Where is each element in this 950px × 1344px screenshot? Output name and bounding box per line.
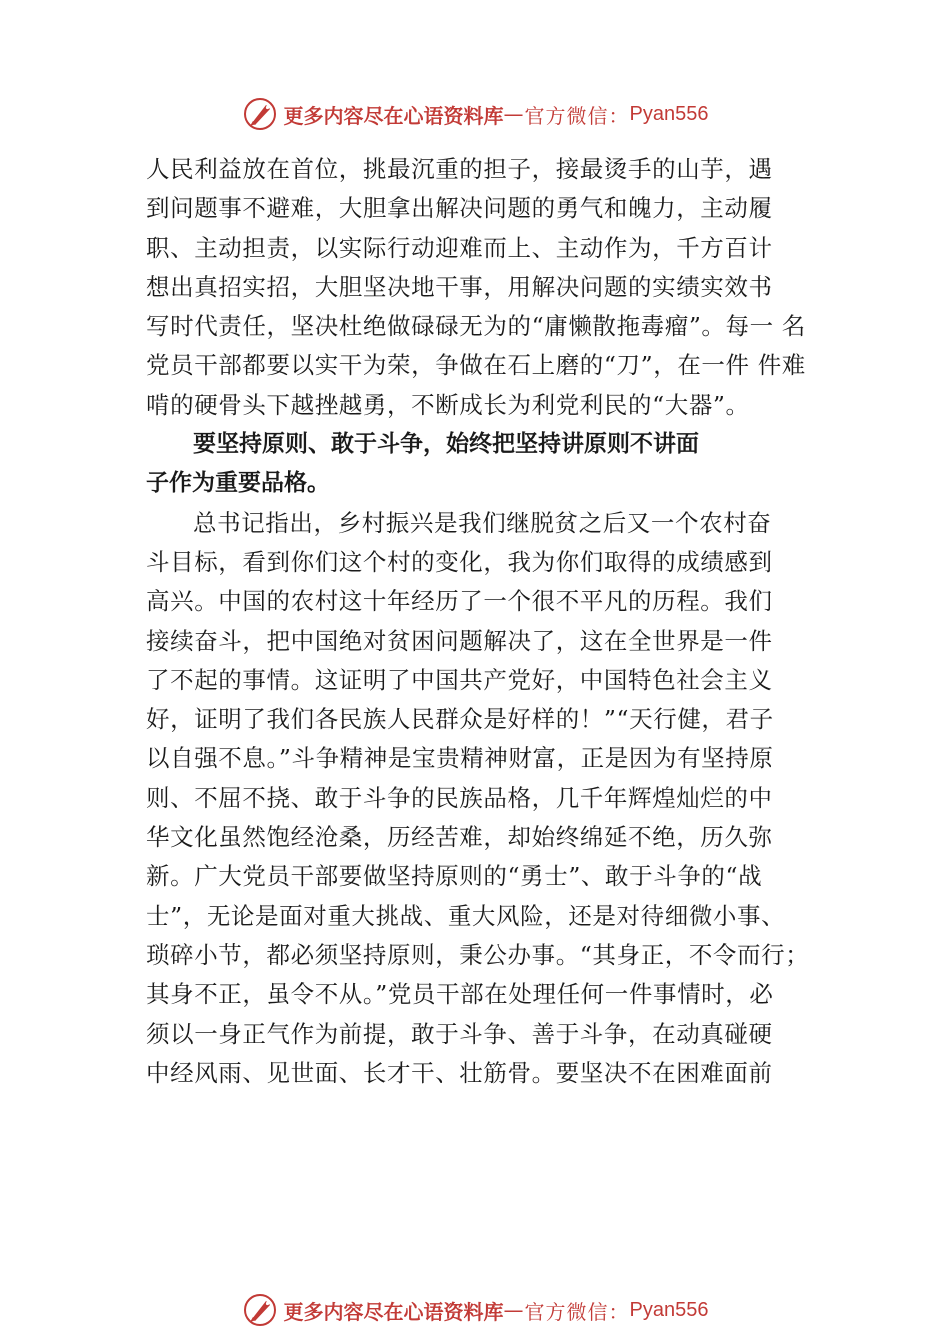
text-line: 其身不正，虽令不从。”党员干部在处理任何一件事情时，必 bbox=[146, 980, 774, 1009]
text-line: 写时代责任，坚决杜绝做碌碌无为的“庸懒散拖毒瘤”。每一 名 bbox=[146, 312, 806, 341]
document-body bbox=[146, 150, 811, 1093]
banner-wechat-id: Pyan556 bbox=[629, 1298, 709, 1321]
banner-dash: — bbox=[503, 102, 525, 126]
banner-wechat-id: Pyan556 bbox=[629, 102, 709, 125]
text-line: 职、主动担责，以实际行动迎难而上、主动作为，千方百计 bbox=[146, 233, 773, 262]
text-line: 啃的硬骨头下越挫越勇，不断成长为利党利民的“大器”。 bbox=[146, 390, 750, 419]
text-line: 则、不屈不挠、敢于斗争的民族品格，几千年辉煌灿烂的中 bbox=[146, 783, 773, 812]
text-line: 想出真招实招，大胆坚决地干事，用解决问题的实绩实效书 bbox=[146, 272, 773, 301]
text-line: 到问题事不避难，大胆拿出解决问题的勇气和魄力，主动履 bbox=[146, 194, 773, 223]
text-line: 中经风雨、见世面、长才干、壮筋骨。要坚决不在困难面前 bbox=[146, 1058, 773, 1087]
footer-banner bbox=[0, 1290, 950, 1330]
text-line: 新。广大党员干部要做坚持原则的“勇士”、敢于斗争的“战 bbox=[146, 862, 763, 891]
text-line: 以自强不息。”斗争精神是宝贵精神财富，正是因为有坚持原 bbox=[146, 744, 774, 773]
text-line: 华文化虽然饱经沧桑，历经苦难，却始终绵延不绝，历久弥 bbox=[146, 823, 773, 852]
banner-library-text: 更多内容尽在心语资料库 bbox=[283, 1299, 504, 1324]
heading-line: 子作为重要品格。 bbox=[146, 470, 330, 497]
paragraph-1 bbox=[146, 150, 811, 425]
banner-official-label: 官方微信： bbox=[524, 103, 630, 128]
pen-nib-logo-icon bbox=[242, 96, 278, 132]
text-line: 琐碎小节，都必须坚持原则，秉公办事。“其身正，不令而行； bbox=[146, 940, 810, 969]
section-heading bbox=[146, 425, 811, 504]
text-line: 斗目标，看到你们这个村的变化，我为你们取得的成绩感到 bbox=[146, 547, 773, 576]
heading-line: 要坚持原则、敢于斗争，始终把坚持讲原则不讲面 bbox=[193, 431, 699, 458]
text-line: 士”，无论是面对重大挑战、重大风险，还是对待细微小事、 bbox=[146, 901, 786, 930]
pen-nib-logo-icon bbox=[242, 1292, 278, 1328]
banner-library-text: 更多内容尽在心语资料库 bbox=[283, 103, 504, 128]
text-line: 了不起的事情。这证明了中国共产党好，中国特色社会主义 bbox=[146, 665, 773, 694]
text-line: 高兴。中国的农村这十年经历了一个很不平凡的历程。我们 bbox=[146, 587, 773, 616]
text-line: 接续奋斗，把中国绝对贫困问题解决了，这在全世界是一件 bbox=[146, 626, 773, 655]
header-banner bbox=[0, 94, 950, 134]
text-line: 党员干部都要以实干为荣，争做在石上磨的“刀”，在一件 件难 bbox=[146, 351, 806, 380]
banner-official-label: 官方微信： bbox=[524, 1299, 630, 1324]
text-line: 人民利益放在首位，挑最沉重的担子，接最烫手的山芋，遇 bbox=[146, 155, 773, 183]
text-line: 须以一身正气作为前提，敢于斗争、善于斗争，在动真碰硬 bbox=[146, 1019, 773, 1048]
banner-dash: — bbox=[503, 1298, 525, 1322]
paragraph-2 bbox=[146, 504, 811, 1093]
text-line: 好，证明了我们各民族人民群众是好样的！”“天行健，君子 bbox=[146, 705, 774, 734]
text-line: 总书记指出，乡村振兴是我们继脱贫之后又一个农村奋 bbox=[193, 508, 772, 537]
